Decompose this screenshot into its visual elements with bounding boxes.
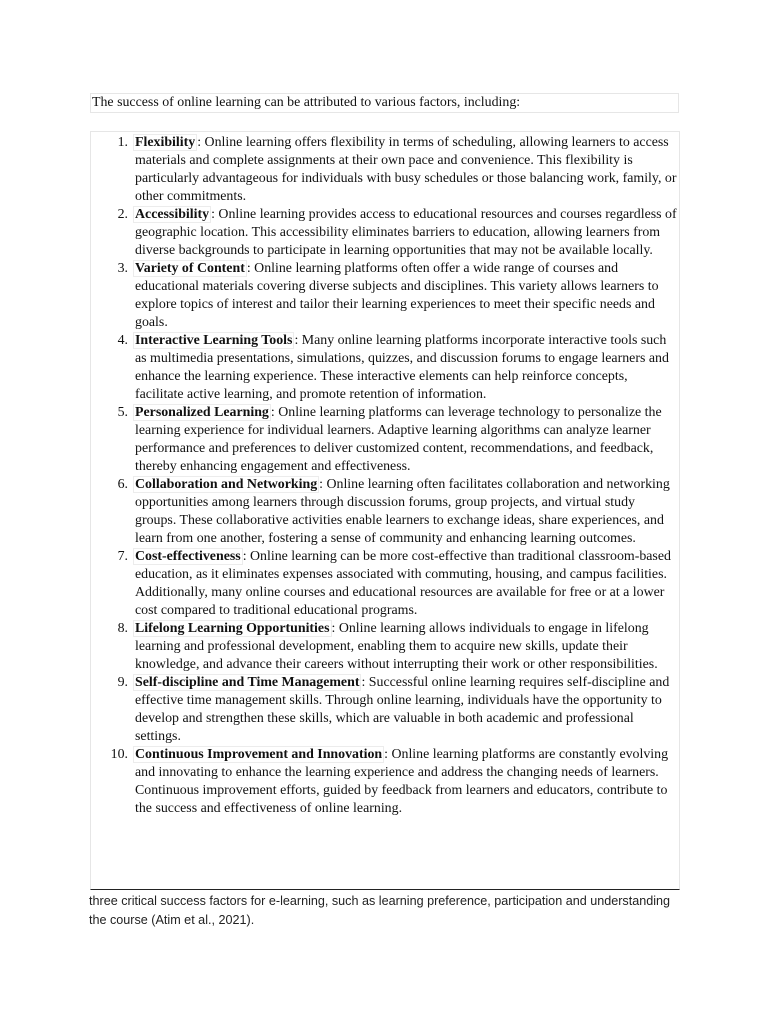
list-number: 8. <box>117 621 128 636</box>
factors-list-container <box>90 131 680 890</box>
list-number: 2. <box>117 207 128 222</box>
factor-term: Interactive Learning Tools <box>135 333 293 348</box>
body-paragraph: three critical success factors for e-learning, such as learning preference, participation and understanding the course (Atim et al., 2021). <box>89 894 671 927</box>
list-item <box>91 332 679 404</box>
factors-list <box>91 134 679 818</box>
factor-term: Collaboration and Networking <box>135 477 318 492</box>
factor-description: : Many online learning platforms incorporate interactive tools such as multimedia presentations, simulations, quizzes, and discussion forums to engage learners and enhance the learning experience. These interactive elements can help reinforce concepts, facilitate active learning, and promote retention of information. <box>135 333 669 402</box>
factor-term: Continuous Improvement and Innovation <box>135 747 383 762</box>
list-item <box>91 404 679 476</box>
factor-description: : Online learning platforms often offer a wide range of courses and educational materials covering diverse subjects and disciplines. This variety allows learners to explore topics of interest and tailor their learning experiences to meet their specific needs and goals. <box>135 261 659 330</box>
factor-term: Personalized Learning <box>135 405 269 420</box>
factor-term: Self-discipline and Time Management <box>135 675 360 690</box>
list-number: 10. <box>110 747 128 762</box>
factor-term: Accessibility <box>135 207 210 222</box>
factor-description: : Online learning can be more cost-effective than traditional classroom-based education, as it eliminates expenses associated with commuting, housing, and campus facilities. Additionally, many online courses and educational resources are available for free or at a lower cost compared to traditional educational programs. <box>135 549 671 618</box>
list-number: 7. <box>117 549 128 564</box>
list-number: 1. <box>117 135 128 150</box>
factor-description: : Successful online learning requires self-discipline and effective time management skills. Through online learning, individuals have the opportunity to develop and strengthen these skills, which are valuable in both academic and professional settings. <box>135 675 670 744</box>
factor-description: : Online learning platforms are constantly evolving and innovating to enhance the learning experience and address the changing needs of learners. Continuous improvement efforts, guided by feedback from learners and educators, contribute to the success and effectiveness of online learning. <box>135 747 669 816</box>
intro-sentence: The success of online learning can be attributed to various factors, including: <box>90 93 679 113</box>
factor-term: Variety of Content <box>135 261 245 276</box>
list-item <box>91 134 679 206</box>
list-item <box>91 746 679 818</box>
list-item <box>91 260 679 332</box>
list-number: 9. <box>117 675 128 690</box>
factor-term: Lifelong Learning Opportunities <box>135 621 330 636</box>
factor-description: : Online learning offers flexibility in terms of scheduling, allowing learners to access materials and complete assignments at their own pace and convenience. This flexibility is particularly advantageous for individuals with busy schedules or those balancing work, family, or other commitments. <box>135 135 677 204</box>
factor-description: : Online learning platforms can leverage technology to personalize the learning experience for individual learners. Adaptive learning algorithms can analyze learner performance and preferences to deliver customized content, recommendations, and feedback, thereby enhancing engagement and effectiveness. <box>135 405 662 474</box>
factor-description: : Online learning often facilitates collaboration and networking opportunities among learners through discussion forums, group projects, and virtual study groups. These collaborative activities enable learners to exchange ideas, share experiences, and learn from one another, fostering a sense of community and enhancing learning outcomes. <box>135 477 670 546</box>
list-number: 6. <box>117 477 128 492</box>
list-number: 4. <box>117 333 128 348</box>
list-item <box>91 674 679 746</box>
factor-term: Flexibility <box>135 135 196 150</box>
factor-term: Cost-effectiveness <box>135 549 241 564</box>
list-item <box>91 476 679 548</box>
list-number: 5. <box>117 405 128 420</box>
list-item <box>91 548 679 620</box>
factor-description: : Online learning provides access to educational resources and courses regardless of geographic location. This accessibility eliminates barriers to education, allowing learners from diverse backgrounds to participate in learning opportunities that may not be available locally. <box>135 207 677 258</box>
list-item <box>91 206 679 260</box>
list-item <box>91 620 679 674</box>
list-number: 3. <box>117 261 128 276</box>
factor-description: : Online learning allows individuals to engage in lifelong learning and professional development, enabling them to acquire new skills, update their knowledge, and advance their careers without interrupting their work or other responsibilities. <box>135 621 658 672</box>
